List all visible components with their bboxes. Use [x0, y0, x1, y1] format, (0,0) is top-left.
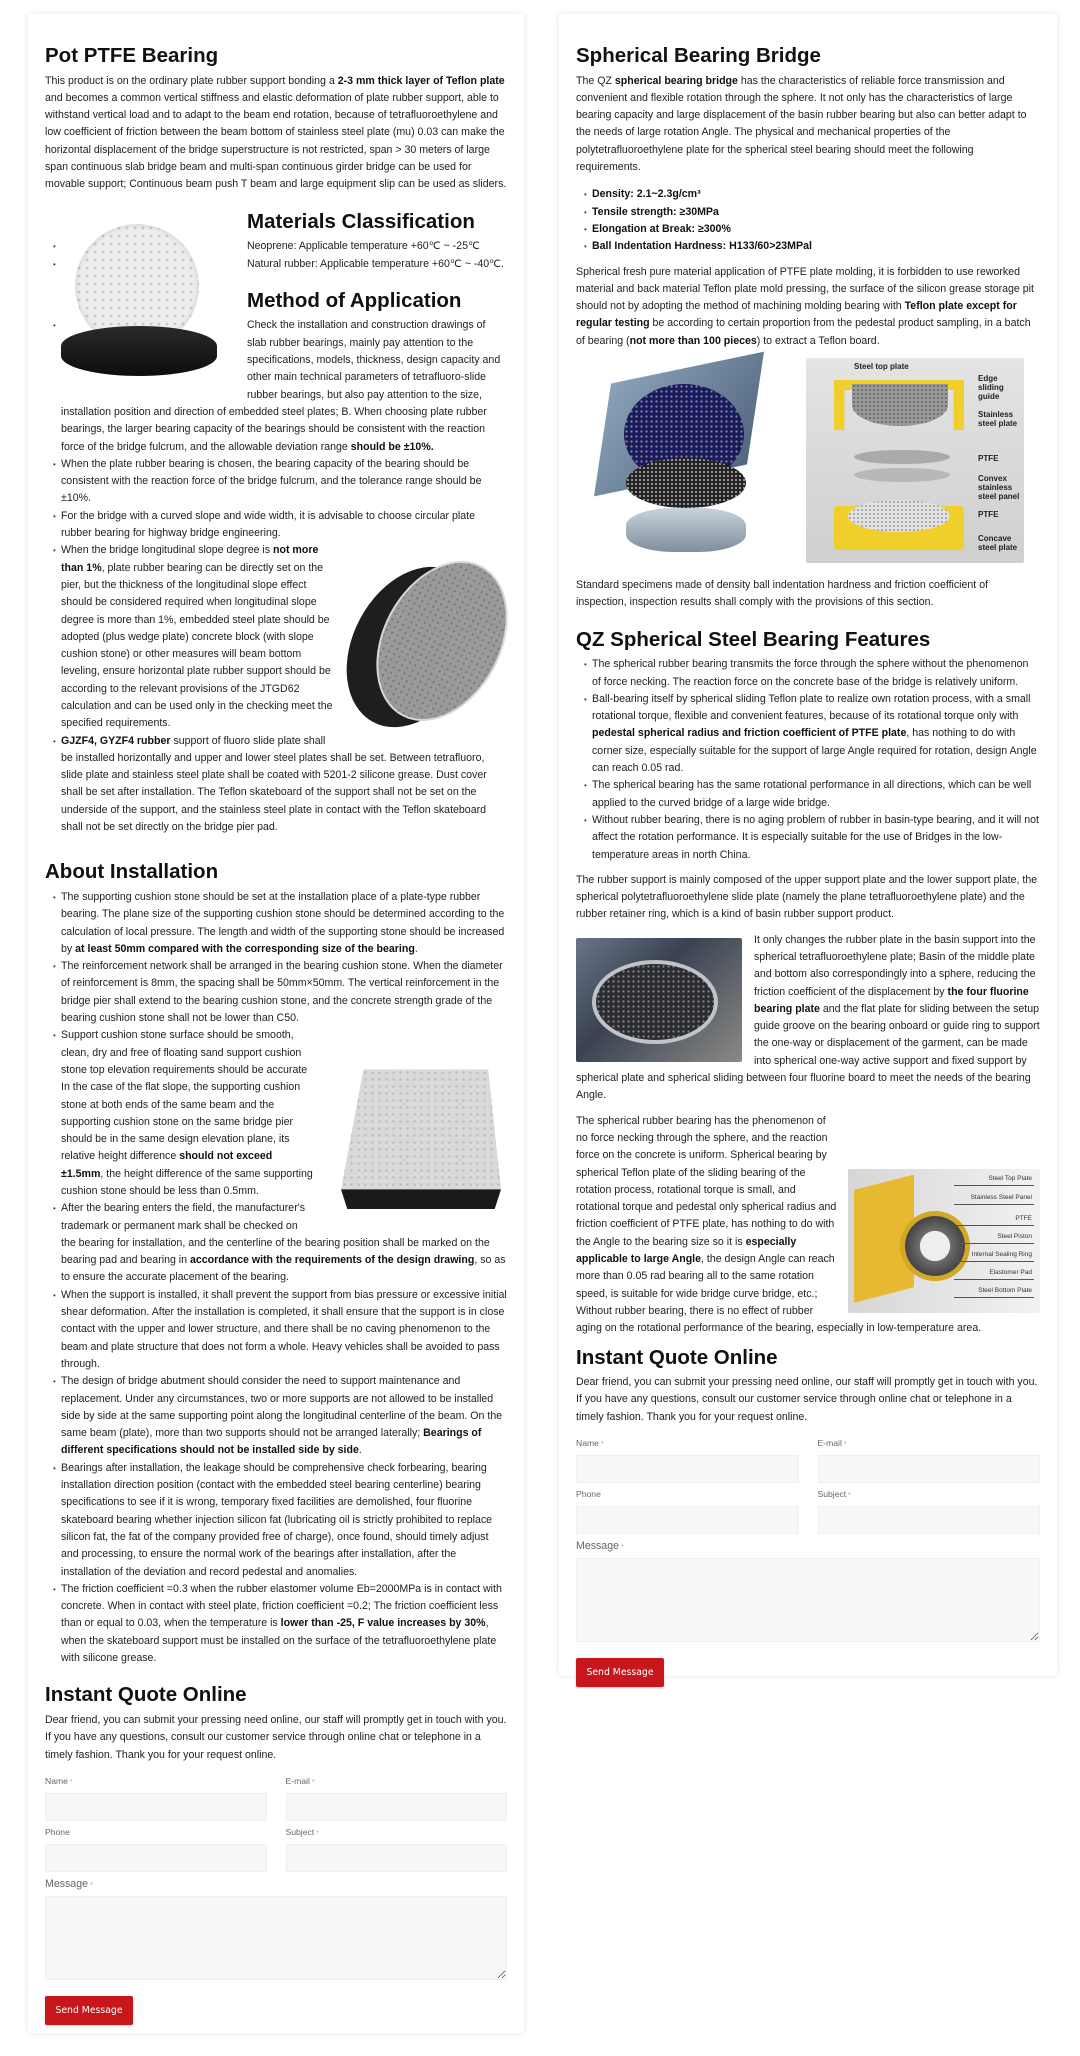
email-label: E-mail * [285, 1775, 315, 1786]
list-item: • Without rubber bearing, there is no aging problem of rubber in basin-type bearing, and it will not affect the rotation performance. It is especially suitable for the use of Bridges in the low-temperature areas in north China. [592, 812, 1040, 864]
list-item: • The spherical rubber bearing transmits the force through the sphere without the phenomenon of force necking. The reaction force on the concrete base of the bridge is relatively uniform. [592, 656, 1040, 691]
quote-heading: Instant Quote Online [45, 1683, 247, 1707]
composition-paragraph: The rubber support is mainly composed of the upper support plate and the lower support plate, the spherical polytetrafluoroethylene slide plate (namely the plane tetrafluoroethylene plate) and the rubber retainer ring, which is a kind of basin rubber support product. [576, 873, 1038, 921]
list-item: • When the plate rubber bearing is chosen, the bearing capacity of the bearing should be consistent with the reaction force of the bridge fulcrum, and the tolerance range should be ±10%. [61, 456, 507, 508]
list-item: • Support cushion stone surface should be smooth, clean, dry and free of floating sand support cushion stone top elevation requirements should be accurate In the case of the flat slope, the supporting cushion stone at both ends of the same beam and the supporting cushion stone on the same bridge pier should be in the same design elevation plane, its relative height difference should not exceed ±1.5mm, the height difference of the same supporting cushion stone should be less than 0.5mm. [61, 1027, 507, 1200]
email-input[interactable] [818, 1455, 1041, 1483]
spherical-bearing-parts-diagram: Steel Top Plate Stainless Steel Panel PTFE Steel Piston Internal Sealing Ring Elastomer Pad Steel Bottom Plate [848, 1169, 1040, 1313]
quote-form [45, 1776, 507, 2025]
email-input[interactable] [286, 1793, 508, 1821]
quote-heading: Instant Quote Online [576, 1345, 778, 1369]
list-item: • For the bridge with a curved slope and wide width, it is advisable to choose circular plate rubber bearing for highway bridge engineering. [61, 508, 507, 543]
labeled-bearing-diagram-image: Steel top plate Edge sliding guide Stainless steel plate PTFE Convex stainless steel panel PTFE Concave steel plate [806, 358, 1024, 563]
quote-text: Dear friend, you can submit your pressing need online, our staff will promptly get in touch with you. If you have any questions, consult our customer service through online chat or telephone in a timely fashion. Thank you for your request online. [45, 1713, 507, 1761]
spec-item: • Tensile strength: ≥30MPa [592, 204, 1040, 221]
molding-paragraph: Spherical fresh pure material application of PTFE plate molding, it is forbidden to use reworked material and back material Teflon plate mold pressing, the surface of the silicon grease storage pit should not by adopting the method of machining molding bearing with Teflon plate except for regular testing be according to certain proportion from the pedestal product sampling, in a batch of bearing (not more than 100 pieces) to extract a Teflon board. [576, 265, 1034, 347]
pot-ptfe-bearing-card [28, 14, 524, 2033]
list-item: • Natural rubber: Applicable temperature +60℃ ~ -40℃. [61, 256, 507, 273]
email-label: E-mail * [817, 1438, 847, 1448]
list-item: • The supporting cushion stone should be set at the installation place of a plate-type rubber bearing. The plane size of the supporting cushion stone should be determined according to the calculation of local pressure. The length and width of the supporting stone should be increased by at least 50mm compared with the corresponding size of the bearing. [61, 889, 507, 958]
list-item: • The spherical bearing has the same rotational performance in all directions, which can be well applied to the curved bridge of a large wide bridge. [592, 777, 1040, 812]
message-textarea[interactable] [576, 1558, 1040, 1642]
round-bearing-puck-image [347, 548, 507, 738]
name-label: Name * [576, 1438, 604, 1448]
installation-list [45, 889, 507, 1667]
features-heading: QZ Spherical Steel Bearing Features [576, 627, 931, 651]
list-item: • Bearings after installation, the leakage should be comprehensive check forbearing, bearing installation direction position (contact with the embedded steel bearing centerline) bearing specifications to see if it is wrong, temporary fixed facilities are demolished, four fluorine skateboard bearing whether injection silicon fat (lubricating oil is strictly prohibited to replace silicon fat, the fat of the company provided free of charge), once found, should timely adjust and processing, to ensure the normal work of the bearings after installation, after the installation of the deviation and record pedestal and anomalies. [61, 1460, 507, 1581]
spec-item: • Ball Indentation Hardness: H133/60>23MPal [592, 238, 1040, 255]
list-item: • GJZF4, GYZF4 rubber support of fluoro slide plate shall be installed horizontally and upper and lower steel plates shall be set. Between tetrafluoro, slide plate and stainless steel plate shall be coated with 5201-2 silicone grease. Dust cover shall be set after installation. The Teflon skateboard of the support shall not be set on the underside of the support, and the stainless steel plate in contact with the Teflon skateboard shall not be set directly on the bridge pier pad. [61, 733, 507, 837]
standard-paragraph: Standard specimens made of density ball indentation hardness and friction coefficient of inspection, inspection results shall comply with the provisions of this section. [576, 579, 989, 609]
message-label: Message * [45, 1877, 93, 1890]
send-message-button[interactable]: Send Message [45, 1996, 133, 2025]
intro-paragraph: The QZ spherical bearing bridge has the characteristics of reliable force transmission and convenient and flexible rotation through the sphere. It not only has the characteristics of large bearing capacity and large displacement of the basin rubber bearing but also can better adapt to the needs of large rotation Angle. The physical and mechanical properties of the polytetrafluoroethylene plate for the spherical steel bearing should meet the following requirements. [576, 74, 1027, 174]
changes-paragraph: It only changes the rubber plate in the basin support into the spherical tetrafluoroethylene plate; Basin of the middle plate and bottom also correspondingly into a sphere, reducing the friction coefficient of the displacement by the four fluorine bearing plate and the flat plate for sliding between the setup guide groove on the bearing onboard or guide ring to support the one-way or displacement of the garment, can be made into spherical one-way active support and fixed support by spherical plate and spherical sliding between four fluorine board to meet the needs of the bearing Angle. [576, 933, 1040, 1102]
phone-label: Phone [45, 1826, 70, 1837]
features-list [576, 656, 1040, 864]
necking-paragraph: The spherical rubber bearing has the phenomenon of no force necking through the sphere, and the reaction force on the concrete is uniform. Spherical bearing by spherical Teflon plate of the sliding bearing of the rotation process, rotational torque is small, and rotational torque and pedestal only spherical radius and friction coefficient of PTFE plate, has nothing to do with the Angle to the bearing size so it is especially applicable to large Angle, the design Angle can reach more than 0.05 rad bearing all to the same rotation speed, is suitable for wide bridge curve bridge, etc.; Without rubber bearing, there is no effect of rubber aging on the rotational performance of the bearing, especially in low-temperature area. [576, 1114, 982, 1335]
materials-list [45, 238, 507, 273]
list-item: • Check the installation and construction drawings of slab rubber bearings, mainly pay attention to the specifications, models, thickness, design capacity and other main technical parameters of tetrafluoro-slide rubber bearings, but also pay attention to the size, installation position and direction of embedded steel plates; B. When choosing plate rubber bearings, the larger bearing capacity of the bearings should be consistent with the reaction force of the bridge fulcrum, and the allowable deviation range should be ±10%. [61, 317, 507, 455]
section-title: Spherical Bearing Bridge [576, 44, 821, 67]
quote-text: Dear friend, you can submit your pressing need online, our staff will promptly get in touch with you. If you have any questions, consult our customer service through online chat or telephone in a timely fashion. Thank you for your request online. [576, 1376, 1038, 1423]
bearing-diagrams [576, 358, 1040, 563]
ptfe-specs-list [576, 186, 1040, 255]
phone-input[interactable] [45, 1844, 267, 1872]
intro-paragraph: This product is on the ordinary plate rubber support bonding a 2-3 mm thick layer of Teflon plate and becomes a common vertical stiffness and elastic deformation of plate rubber support, able to withstand vertical load and to adapt to the beam end rotation, because of tetrafluoroethylene and low coefficient of friction between the beam bottom of stainless steel plate (mu) 0.03 can make the horizontal displacement of the bridge superstructure is not restricted, span > 30 meters of large span continuous slab bridge beam and multi-span continuous girder bridge can be used for movable support; Continuous beam push T beam and large equipment slip can be used as sliders. [45, 74, 507, 191]
name-input[interactable] [45, 1793, 267, 1821]
list-item: • Neoprene: Applicable temperature +60℃ ~ -25℃ [61, 238, 507, 255]
spherical-bearing-card [559, 14, 1057, 1676]
subject-input[interactable] [818, 1506, 1041, 1534]
name-label: Name * [45, 1775, 73, 1786]
phone-input[interactable] [576, 1506, 799, 1534]
message-textarea[interactable] [45, 1896, 507, 1980]
quote-form [576, 1438, 1040, 1687]
method-list [45, 317, 507, 836]
materials-heading: Materials Classification [247, 209, 475, 233]
page-title: Pot PTFE Bearing [45, 44, 219, 67]
spec-item: • Density: 2.1~2.3g/cm³ [592, 186, 1040, 203]
name-input[interactable] [576, 1455, 799, 1483]
phone-label: Phone [576, 1489, 601, 1499]
subject-label: Subject * [285, 1826, 319, 1837]
workshop-spherical-bearing-photo [576, 938, 742, 1062]
message-label: Message * [576, 1540, 624, 1552]
installation-heading: About Installation [45, 860, 219, 884]
method-heading: Method of Application [247, 288, 462, 312]
subject-label: Subject * [817, 1489, 851, 1499]
send-message-button[interactable]: Send Message [576, 1658, 664, 1687]
list-item: • The reinforcement network shall be arranged in the bearing cushion stone. When the diameter of reinforcement is 8mm, the spacing shall be 50mm×50mm. The vertical reinforcement in the bridge pier shall extend to the bearing cushion stone, and the concrete strength grade of the bearing cushion stone shall not be lower than C50. [61, 958, 507, 1027]
list-item: • When the support is installed, it shall prevent the support from bias pressure or excessive initial shear deformation. After the installation is completed, it shall ensure that the support is in close contact with the upper and lower structure, and there shall be no caving phenomenon to the beam and plate structure that does not form a whole. Heavy vehicles shall be avoided to pass through. [61, 1287, 507, 1373]
list-item: • The friction coefficient =0.3 when the rubber elastomer volume Eb=2000MPa is in contact with concrete. When in contact with steel plate, friction coefficient =0.2; The friction coefficient less than or equal to 0.03, when the temperature is lower than -25, F value increases by 30%, when the skateboard support must be installed on the surface of the tetrafluoroethylene plate with silicone grease. [61, 1581, 507, 1667]
list-item: • Ball-bearing itself by spherical sliding Teflon plate to realize own rotation process, with a small rotational torque, flexible and convenient features, because of its rotational torque only with pedestal spherical radius and friction coefficient of PTFE plate, has nothing to do with corner size, especially suitable for the support of large Angle required for rotation, design Angle can reach 0.05 rad. [592, 691, 1040, 777]
list-item: • After the bearing enters the field, the manufacturer's trademark or permanent mark shall be checked on the bearing for installation, and the centerline of the bearing position shall be marked on the bearing pad and bearing in accordance with the requirements of the design drawing, so as to ensure the accurate placement of the bearing. [61, 1200, 507, 1286]
spec-item: • Elongation at Break: ≥300% [592, 221, 1040, 238]
list-item: • The design of bridge abutment should consider the need to support maintenance and replacement. Under any circumstances, two or more supports are not allowed to be installed side by side at the same supporting point along the longitudinal centerline of the beam. On the same beam (plate), more than two supports should not be arranged laterally; Bearings of different specifications should not be installed side by side. [61, 1373, 507, 1459]
subject-input[interactable] [286, 1844, 508, 1872]
list-item: • When the bridge longitudinal slope degree is not more than 1%, plate rubber bearing can be directly set on the pier, but the thickness of the longitudinal slope effect should be considered required when longitudinal slope degree is more than 1%, embedded steel plate should be adopted (plus wedge plate) concrete block (with slope cushion stone) or other measures will beam bottom leveling, ensure horizontal plate rubber support should be according to the relevant provisions of the JTGD62 calculation and can be used only in the checking meet the specified requirements. [61, 542, 507, 732]
exploded-bearing-render-image [576, 358, 794, 563]
